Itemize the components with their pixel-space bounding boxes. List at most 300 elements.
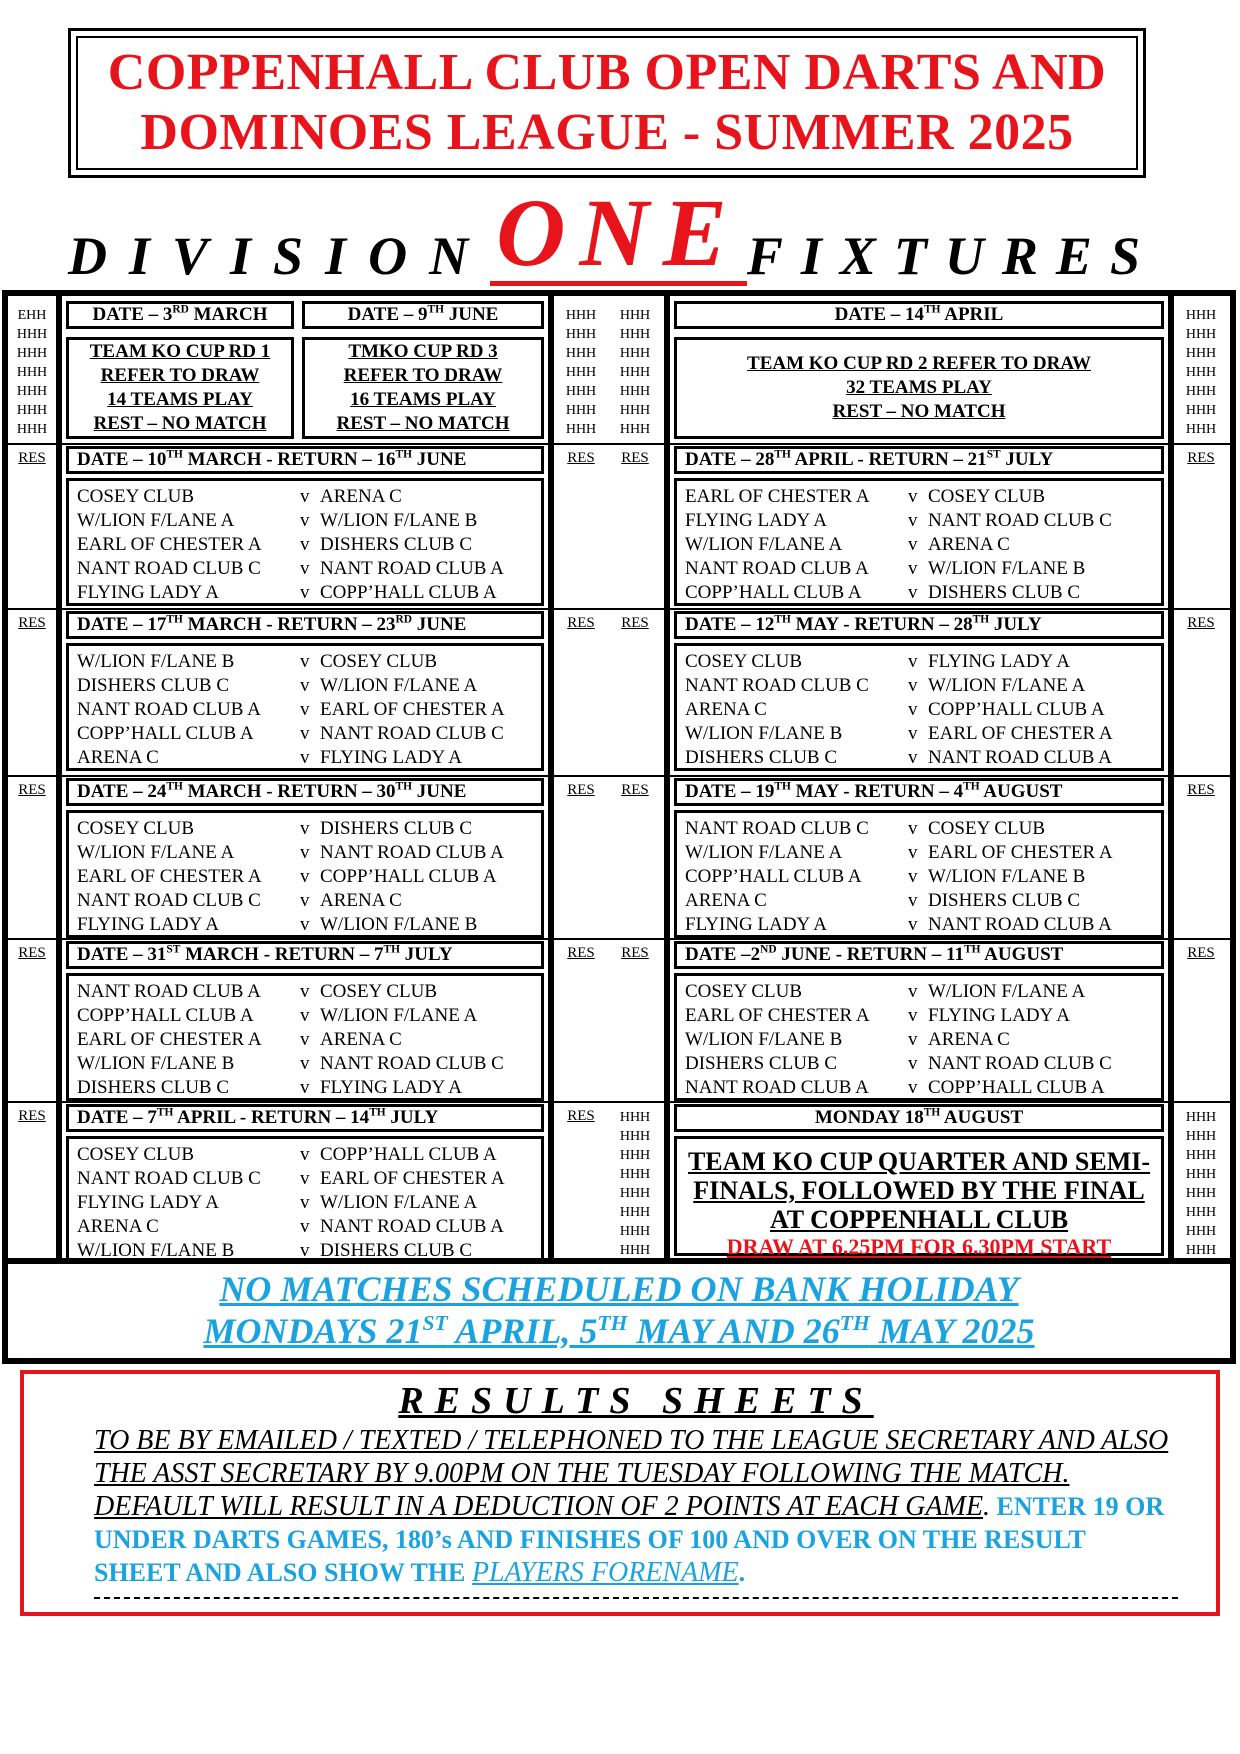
home-team: COPP’HALL CLUB A [685,866,862,887]
res-label: RES [18,782,46,798]
away-team: DISHERS CLUB C [320,818,473,839]
hhh-filler: HHH [16,403,48,418]
fixture-row [77,557,535,581]
fixture-row [77,650,535,674]
fixture-row [685,581,1155,605]
divider-mid-right [664,296,670,1262]
title-line-2: DOMINOES LEAGUE - SUMMER 2025 [140,104,1074,161]
home-team: FLYING LADY A [685,914,827,935]
home-team: NANT ROAD CLUB A [77,699,261,720]
versus-label: v [300,675,310,696]
results-entry-note: ENTER 19 OR UNDER DARTS GAMES, 180’s AND FINISHES OF 100 AND OVER ON THE RESULT SHEET AND ALSO SHOW THE [94,1492,1165,1587]
final-text-line-1: TEAM KO CUP QUARTER AND SEMI- [687,1147,1151,1176]
versus-label: v [300,558,310,579]
divider-mid-left [548,296,554,1262]
cup-notice-line: TEAM KO CUP RD 2 REFER TO DRAW [747,353,1091,374]
fixture-row [77,1215,535,1239]
hhh-filler: HHH [619,365,651,380]
home-team: COSEY CLUB [685,651,803,672]
versus-label: v [300,914,310,935]
hhh-filler: HHH [619,1148,651,1163]
hhh-filler: HHH [619,308,651,323]
row-separator [8,443,1230,445]
fixture-row [77,889,535,913]
final-text-line-3: AT COPPENHALL CLUB [769,1205,1069,1234]
home-team: NANT ROAD CLUB A [685,1077,869,1098]
away-team: COPP’HALL CLUB A [320,582,497,603]
final-box [674,1136,1164,1259]
fixture-row [685,1076,1155,1100]
fixture-row [77,674,535,698]
division-heading [68,179,1158,286]
hhh-filler: HHH [16,365,48,380]
versus-label: v [300,981,310,1002]
fixture-row [685,865,1155,889]
versus-label: v [908,651,918,672]
away-team: NANT ROAD CLUB C [320,1053,504,1074]
away-team: W/LION F/LANE A [928,675,1086,696]
away-team: NANT ROAD CLUB A [320,842,504,863]
away-team: EARL OF CHESTER A [928,723,1113,744]
fixture-row [685,722,1155,746]
dashed-rule [94,1595,1178,1599]
home-team: ARENA C [77,747,159,768]
hhh-filler: HHH [1185,1243,1217,1258]
fixture-list [674,478,1164,606]
fixture-row [685,509,1155,533]
home-team: COSEY CLUB [77,486,195,507]
date-text: DATE – 19TH MAY - RETURN – 4TH AUGUST [685,780,1063,802]
away-team: W/LION F/LANE B [320,914,478,935]
cup-notice-line: REST – NO MATCH [336,413,510,434]
res-label: RES [567,450,595,466]
res-label: RES [621,450,649,466]
hhh-filler: EHH [17,308,47,323]
cup-notice [674,337,1164,439]
hhh-filler-column [610,306,660,439]
home-team: W/LION F/LANE B [685,723,843,744]
fixture-list [674,973,1164,1101]
home-team: W/LION F/LANE B [77,651,235,672]
fixture-row [77,817,535,841]
hhh-filler: HHH [619,403,651,418]
date-text: DATE – 24TH MARCH - RETURN – 30TH JUNE [77,780,467,802]
away-team: DISHERS CLUB C [320,1240,473,1261]
date-header [674,778,1164,806]
versus-label: v [300,534,310,555]
away-team: COPP’HALL CLUB A [928,699,1105,720]
division-word: DIVISION [68,226,491,286]
away-team: DISHERS CLUB C [320,534,473,555]
res-label: RES [621,945,649,961]
versus-label: v [300,1005,310,1026]
results-instructions: TO BE BY EMAILED / TEXTED / TELEPHONED TO THE LEAGUE SECRETARY AND ALSO THE ASST SECRETARY BY 9.00PM ON THE TUESDAY FOLLOWING THE MATCH. DEFAULT WILL RESULT IN A DEDUCTION OF 2 POINTS AT EACH GAME [94,1425,1169,1522]
hhh-filler: HHH [1185,403,1217,418]
hhh-filler-column [610,1108,660,1260]
cup-notice [66,337,294,439]
hhh-filler: HHH [565,308,597,323]
hhh-filler: HHH [16,384,48,399]
fixture-row [685,889,1155,913]
away-team: NANT ROAD CLUB C [320,723,504,744]
versus-label: v [908,675,918,696]
fixture-row [685,674,1155,698]
home-team: ARENA C [685,699,767,720]
away-team: W/LION F/LANE A [928,981,1086,1002]
bank-holiday-notice [8,1264,1230,1358]
date-header [66,301,294,329]
away-team: ARENA C [928,534,1010,555]
home-team: FLYING LADY A [77,582,219,603]
versus-label: v [300,486,310,507]
versus-label: v [908,747,918,768]
away-team: COSEY CLUB [320,651,438,672]
versus-label: v [908,510,918,531]
hhh-filler: HHH [1185,1167,1217,1182]
fixture-list [674,643,1164,771]
home-team: DISHERS CLUB C [685,747,838,768]
fixture-list [66,1136,544,1264]
fixture-row [77,1239,535,1263]
hhh-filler: HHH [16,327,48,342]
date-text: DATE – 17TH MARCH - RETURN – 23RD JUNE [77,613,467,635]
away-team: NANT ROAD CLUB C [928,510,1112,531]
hhh-filler: HHH [1185,1148,1217,1163]
fixture-row [685,913,1155,937]
home-team: COPP’HALL CLUB A [77,1005,254,1026]
fixture-row [77,1167,535,1191]
res-label: RES [567,1108,595,1124]
versus-label: v [908,1029,918,1050]
fixture-row [77,1076,535,1100]
row-separator [8,938,1230,940]
home-team: NANT ROAD CLUB C [685,818,869,839]
hhh-filler: HHH [16,422,48,437]
versus-label: v [908,699,918,720]
hhh-filler: HHH [565,422,597,437]
home-team: ARENA C [77,1216,159,1237]
fixture-row [77,980,535,1004]
fixture-row [685,1004,1155,1028]
home-team: ARENA C [685,890,767,911]
versus-label: v [908,486,918,507]
versus-label: v [300,1216,310,1237]
versus-label: v [908,723,918,744]
away-team: COPP’HALL CLUB A [928,1077,1105,1098]
hhh-filler: HHH [565,346,597,361]
fixture-row [77,1052,535,1076]
home-team: NANT ROAD CLUB C [77,558,261,579]
date-header [674,941,1164,969]
versus-label: v [908,866,918,887]
date-header [674,446,1164,474]
home-team: NANT ROAD CLUB C [685,675,869,696]
hhh-filler: HHH [1185,1224,1217,1239]
fixture-row [77,1004,535,1028]
divider-right [1168,296,1174,1262]
date-text: DATE – 9TH JUNE [347,303,499,325]
fixture-row [685,841,1155,865]
away-team: DISHERS CLUB C [928,890,1081,911]
away-team: COSEY CLUB [928,818,1046,839]
date-text: DATE – 7TH APRIL - RETURN – 14TH JULY [77,1106,439,1128]
res-label: RES [621,615,649,631]
hhh-filler: HHH [565,403,597,418]
versus-label: v [300,842,310,863]
versus-label: v [300,890,310,911]
home-team: COSEY CLUB [77,1144,195,1165]
versus-label: v [908,1077,918,1098]
hhh-filler: HHH [1185,1205,1217,1220]
date-header [66,1104,544,1132]
home-team: FLYING LADY A [685,510,827,531]
versus-label: v [908,842,918,863]
fixture-row [77,509,535,533]
versus-label: v [300,651,310,672]
date-header [66,778,544,806]
title-line-1: COPPENHALL CLUB OPEN DARTS AND [107,44,1107,101]
hhh-filler-column [556,306,606,439]
fixture-row [685,817,1155,841]
cup-notice-line: REST – NO MATCH [93,413,267,434]
away-team: COSEY CLUB [320,981,438,1002]
cup-notice-line: REFER TO DRAW [100,365,260,386]
fixture-row [685,746,1155,770]
res-label: RES [567,615,595,631]
res-label: RES [18,1108,46,1124]
fixture-row [685,1028,1155,1052]
hhh-filler: HHH [1185,308,1217,323]
hhh-filler: HHH [1185,365,1217,380]
res-label: RES [1187,450,1215,466]
res-label: RES [18,450,46,466]
away-team: ARENA C [320,890,402,911]
away-team: W/LION F/LANE A [320,1005,478,1026]
away-team: NANT ROAD CLUB A [320,558,504,579]
away-team: FLYING LADY A [928,1005,1070,1026]
versus-label: v [300,582,310,603]
home-team: W/LION F/LANE A [685,534,843,555]
fixture-row [77,841,535,865]
res-label: RES [18,615,46,631]
home-team: COPP’HALL CLUB A [685,582,862,603]
away-team: EARL OF CHESTER A [320,699,505,720]
row-separator [8,1101,1230,1103]
away-team: COSEY CLUB [928,486,1046,507]
versus-label: v [908,818,918,839]
bank-holiday-line-1: NO MATCHES SCHEDULED ON BANK HOLIDAY [219,1269,1019,1309]
versus-label: v [300,1144,310,1165]
fixture-list [66,478,544,606]
row-separator [8,775,1230,777]
versus-label: v [300,1077,310,1098]
away-team: FLYING LADY A [928,651,1070,672]
results-instructions-end: . [983,1491,991,1522]
home-team: W/LION F/LANE B [77,1240,235,1261]
res-label: RES [567,945,595,961]
versus-label: v [908,558,918,579]
home-team: W/LION F/LANE A [77,842,235,863]
fixture-row [685,557,1155,581]
fixture-row [77,1191,535,1215]
versus-label: v [908,981,918,1002]
versus-label: v [908,1005,918,1026]
versus-label: v [300,699,310,720]
home-team: COSEY CLUB [685,981,803,1002]
res-label: RES [621,782,649,798]
fixture-row [685,533,1155,557]
home-team: COSEY CLUB [77,818,195,839]
division-one-word: ONE [490,185,747,286]
fixture-row [685,980,1155,1004]
away-team: W/LION F/LANE B [320,510,478,531]
fixture-row [77,1028,535,1052]
away-team: DISHERS CLUB C [928,582,1081,603]
hhh-filler: HHH [1185,327,1217,342]
fixture-row [685,698,1155,722]
fixture-row [685,485,1155,509]
away-team: EARL OF CHESTER A [320,1168,505,1189]
hhh-filler: HHH [1185,1186,1217,1201]
home-team: EARL OF CHESTER A [77,1029,262,1050]
away-team: EARL OF CHESTER A [928,842,1113,863]
date-header [66,611,544,639]
home-team: COPP’HALL CLUB A [77,723,254,744]
hhh-filler: HHH [619,1224,651,1239]
home-team: NANT ROAD CLUB C [77,890,261,911]
away-team: W/LION F/LANE A [320,675,478,696]
fixture-row [77,581,535,605]
home-team: DISHERS CLUB C [77,1077,230,1098]
fixture-row [77,865,535,889]
versus-label: v [300,1192,310,1213]
date-header [66,941,544,969]
date-text: DATE – 10TH MARCH - RETURN – 16TH JUNE [77,448,467,470]
hhh-filler: HHH [1185,346,1217,361]
fixture-list [66,973,544,1101]
final-text [677,1147,1161,1234]
fixture-row [77,1143,535,1167]
final-draw-time: DRAW AT 6.25PM FOR 6.30PM START [726,1234,1112,1259]
date-text: DATE – 31ST MARCH - RETURN – 7TH JULY [77,943,453,965]
home-team: W/LION F/LANE A [77,510,235,531]
versus-label: v [300,1029,310,1050]
versus-label: v [300,818,310,839]
cup-notice [302,337,544,439]
final-date: MONDAY 18TH AUGUST [814,1106,1024,1128]
away-team: W/LION F/LANE A [320,1192,478,1213]
date-text: DATE –2ND JUNE - RETURN – 11TH AUGUST [685,943,1064,965]
res-label: RES [18,945,46,961]
bank-holiday-line-2: MONDAYS 21ST APRIL, 5TH MAY AND 26TH MAY 2025 [203,1311,1035,1351]
fixture-row [685,1052,1155,1076]
divider-left [56,296,62,1262]
date-text: DATE – 28TH APRIL - RETURN – 21ST JULY [685,448,1054,470]
hhh-filler: HHH [619,346,651,361]
title-inner-border [76,36,1138,170]
versus-label: v [300,723,310,744]
cup-notice-line: REST – NO MATCH [832,401,1006,422]
results-end: . [738,1558,746,1587]
versus-label: v [908,534,918,555]
away-team: W/LION F/LANE B [928,558,1086,579]
hhh-filler: HHH [619,422,651,437]
date-header [302,301,544,329]
versus-label: v [300,1240,310,1261]
hhh-filler: HHH [565,327,597,342]
away-team: NANT ROAD CLUB A [320,1216,504,1237]
home-team: FLYING LADY A [77,1192,219,1213]
fixture-row [77,485,535,509]
versus-label: v [908,582,918,603]
fixtures-word: FIXTURES [746,226,1158,286]
versus-label: v [300,747,310,768]
away-team: ARENA C [928,1029,1010,1050]
cup-notice-line: 32 TEAMS PLAY [846,377,992,398]
hhh-filler-column [1176,1108,1226,1260]
away-team: FLYING LADY A [320,1077,462,1098]
results-players-forename: PLAYERS FORENAME [471,1557,739,1588]
versus-label: v [300,1053,310,1074]
hhh-filler: HHH [565,384,597,399]
home-team: EARL OF CHESTER A [77,534,262,555]
fixture-row [77,746,535,770]
date-text: DATE – 12TH MAY - RETURN – 28TH JULY [685,613,1042,635]
results-body [94,1424,1178,1589]
res-label: RES [1187,615,1215,631]
away-team: NANT ROAD CLUB A [928,747,1112,768]
hhh-filler-column [10,306,54,439]
fixture-list [66,643,544,771]
home-team: NANT ROAD CLUB C [77,1168,261,1189]
fixture-row [77,913,535,937]
away-team: ARENA C [320,486,402,507]
away-team: W/LION F/LANE B [928,866,1086,887]
home-team: FLYING LADY A [77,914,219,935]
home-team: W/LION F/LANE A [685,842,843,863]
final-text-line-2: FINALS, FOLLOWED BY THE FINAL [693,1176,1145,1205]
home-team: DISHERS CLUB C [685,1053,838,1074]
home-team: EARL OF CHESTER A [685,486,870,507]
home-team: W/LION F/LANE B [685,1029,843,1050]
title-box [68,28,1146,178]
versus-label: v [908,914,918,935]
hhh-filler-column [1176,306,1226,439]
cup-notice-line: 14 TEAMS PLAY [107,389,253,410]
fixture-list [66,810,544,938]
home-team: NANT ROAD CLUB A [77,981,261,1002]
date-text: DATE – 3RD MARCH [92,303,268,325]
hhh-filler: HHH [1185,422,1217,437]
cup-notice-line: REFER TO DRAW [343,365,503,386]
fixture-list [674,810,1164,938]
hhh-filler: HHH [16,346,48,361]
res-label: RES [1187,945,1215,961]
home-team: W/LION F/LANE B [77,1053,235,1074]
versus-label: v [300,866,310,887]
versus-label: v [908,1053,918,1074]
hhh-filler: HHH [619,1186,651,1201]
cup-notice-line: TEAM KO CUP RD 1 [89,341,271,362]
away-team: COPP’HALL CLUB A [320,866,497,887]
away-team: FLYING LADY A [320,747,462,768]
home-team: NANT ROAD CLUB A [685,558,869,579]
hhh-filler: HHH [619,1167,651,1182]
away-team: NANT ROAD CLUB C [928,1053,1112,1074]
home-team: EARL OF CHESTER A [685,1005,870,1026]
hhh-filler: HHH [619,1110,651,1125]
date-header [66,446,544,474]
